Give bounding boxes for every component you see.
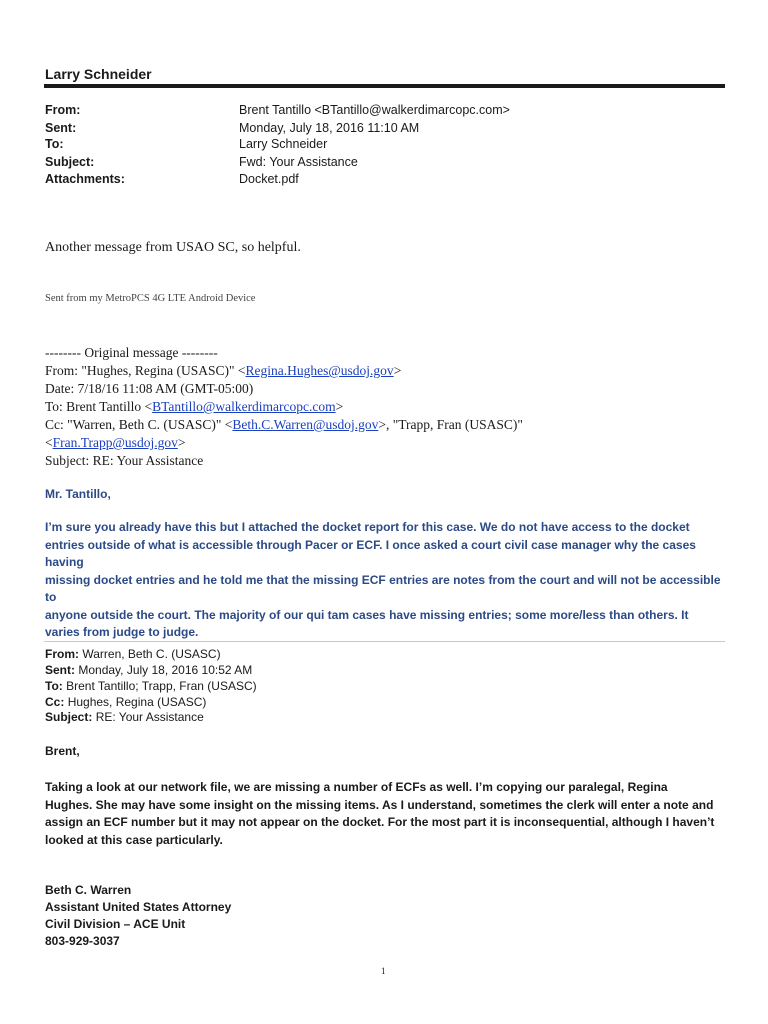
from-value: Brent Tantillo <BTantillo@walkerdimarcopc.com>: [239, 103, 510, 117]
forwarded-cc-line: [45, 695, 206, 709]
warren-reply-line: assign an ECF number but it may not appear on the docket. For the most part it is inconsequential, although I haven’t: [45, 815, 715, 829]
to-value: Larry Schneider: [239, 137, 328, 151]
original-from-prefix: From: "Hughes, Regina (USASC)" <: [45, 363, 246, 378]
to-label: To:: [45, 137, 64, 151]
signature-name: Beth C. Warren: [45, 883, 132, 897]
warren-reply-paragraph: [45, 779, 725, 849]
sent-label: Sent:: [45, 121, 77, 135]
warren-greeting: Brent,: [45, 744, 80, 758]
forwarded-subject-line: [45, 710, 204, 724]
attachments-label: Attachments:: [45, 172, 125, 186]
signature-division: Civil Division – ACE Unit: [45, 917, 186, 931]
hughes-reply-line: anyone outside the court. The majority of our qui tam cases have missing entries; some more/less than others. It: [45, 607, 689, 622]
signature-title: Assistant United States Attorney: [45, 900, 232, 914]
original-cc2-suffix: >: [177, 435, 186, 450]
original-from-suffix: >: [393, 363, 402, 378]
warren-reply-line: looked at this case particularly.: [45, 832, 223, 847]
original-to-line: [45, 398, 343, 416]
hughes-email-link[interactable]: Regina.Hughes@usdoj.gov: [245, 363, 394, 378]
forwarded-from-value: Warren, Beth C. (USASC): [82, 647, 221, 661]
original-cc-middle: >, "Trapp, Fran (USASC)": [378, 417, 523, 432]
hughes-reply-paragraph: [45, 519, 725, 642]
subject-label: Subject:: [45, 155, 95, 169]
original-from-line: [45, 362, 401, 380]
forwarded-cc-label: Cc:: [45, 695, 65, 709]
trapp-email-link[interactable]: Fran.Trapp@usdoj.gov: [52, 435, 178, 450]
original-cc-line-2: [45, 434, 185, 452]
body-intro: Another message from USAO SC, so helpful.: [45, 240, 301, 255]
sent-value: Monday, July 18, 2016 11:10 AM: [239, 121, 420, 135]
original-subject-line: Subject: RE: Your Assistance: [45, 453, 204, 468]
forwarded-to-value: Brent Tantillo; Trapp, Fran (USASC): [66, 679, 257, 693]
forwarded-subject-value: RE: Your Assistance: [95, 710, 204, 724]
signature-phone: 803-929-3037: [45, 934, 120, 948]
hughes-reply-line: missing docket entries and he told me that the missing ECF entries are notes from the court and will not be accessible to: [45, 572, 721, 604]
forwarded-sent-line: [45, 663, 252, 677]
original-message-heading: -------- Original message --------: [45, 345, 218, 360]
original-to-suffix: >: [335, 399, 344, 414]
forwarded-cc-value: Hughes, Regina (USASC): [67, 695, 207, 709]
hughes-reply-line: varies from judge to judge.: [45, 625, 199, 639]
hughes-reply-line: entries outside of what is accessible through Pacer or ECF. I once asked a court civil case manager why the cases having: [45, 537, 696, 569]
warren-reply-line: Taking a look at our network file, we are missing a number of ECFs as well. I’m copying our paralegal, Regina: [45, 780, 668, 794]
original-cc-prefix: Cc: "Warren, Beth C. (USASC)" <: [45, 417, 233, 432]
warren-email-link[interactable]: Beth.C.Warren@usdoj.gov: [232, 417, 379, 432]
forwarded-from-line: [45, 647, 221, 661]
warren-reply-line: Hughes. She may have some insight on the missing items. As I understand, sometimes the clerk will enter a note and: [45, 797, 714, 812]
attachments-value: Docket.pdf: [239, 172, 299, 186]
forwarded-to-label: To:: [45, 679, 63, 693]
document-owner-name: Larry Schneider: [45, 66, 152, 82]
hughes-reply-line: I’m sure you already have this but I attached the docket report for this case. We do not have access to the docket: [45, 520, 690, 534]
forward-separator: [44, 641, 725, 642]
original-cc-line: [45, 416, 523, 434]
hughes-greeting: Mr. Tantillo,: [45, 487, 111, 501]
forwarded-to-line: [45, 679, 257, 693]
original-to-prefix: To: Brent Tantillo <: [45, 399, 153, 414]
tantillo-email-link[interactable]: BTantillo@walkerdimarcopc.com: [152, 399, 336, 414]
device-signature: Sent from my MetroPCS 4G LTE Android Device: [45, 293, 256, 304]
from-label: From:: [45, 103, 81, 117]
original-date-line: Date: 7/18/16 11:08 AM (GMT-05:00): [45, 381, 254, 396]
original-cc2-prefix: <: [45, 435, 53, 450]
forwarded-from-label: From:: [45, 647, 79, 661]
forwarded-sent-value: Monday, July 18, 2016 10:52 AM: [78, 663, 253, 677]
forwarded-sent-label: Sent:: [45, 663, 75, 677]
forwarded-subject-label: Subject:: [45, 710, 93, 724]
page-number: 1: [381, 966, 386, 976]
header-rule: [44, 84, 725, 88]
subject-value: Fwd: Your Assistance: [239, 155, 358, 169]
